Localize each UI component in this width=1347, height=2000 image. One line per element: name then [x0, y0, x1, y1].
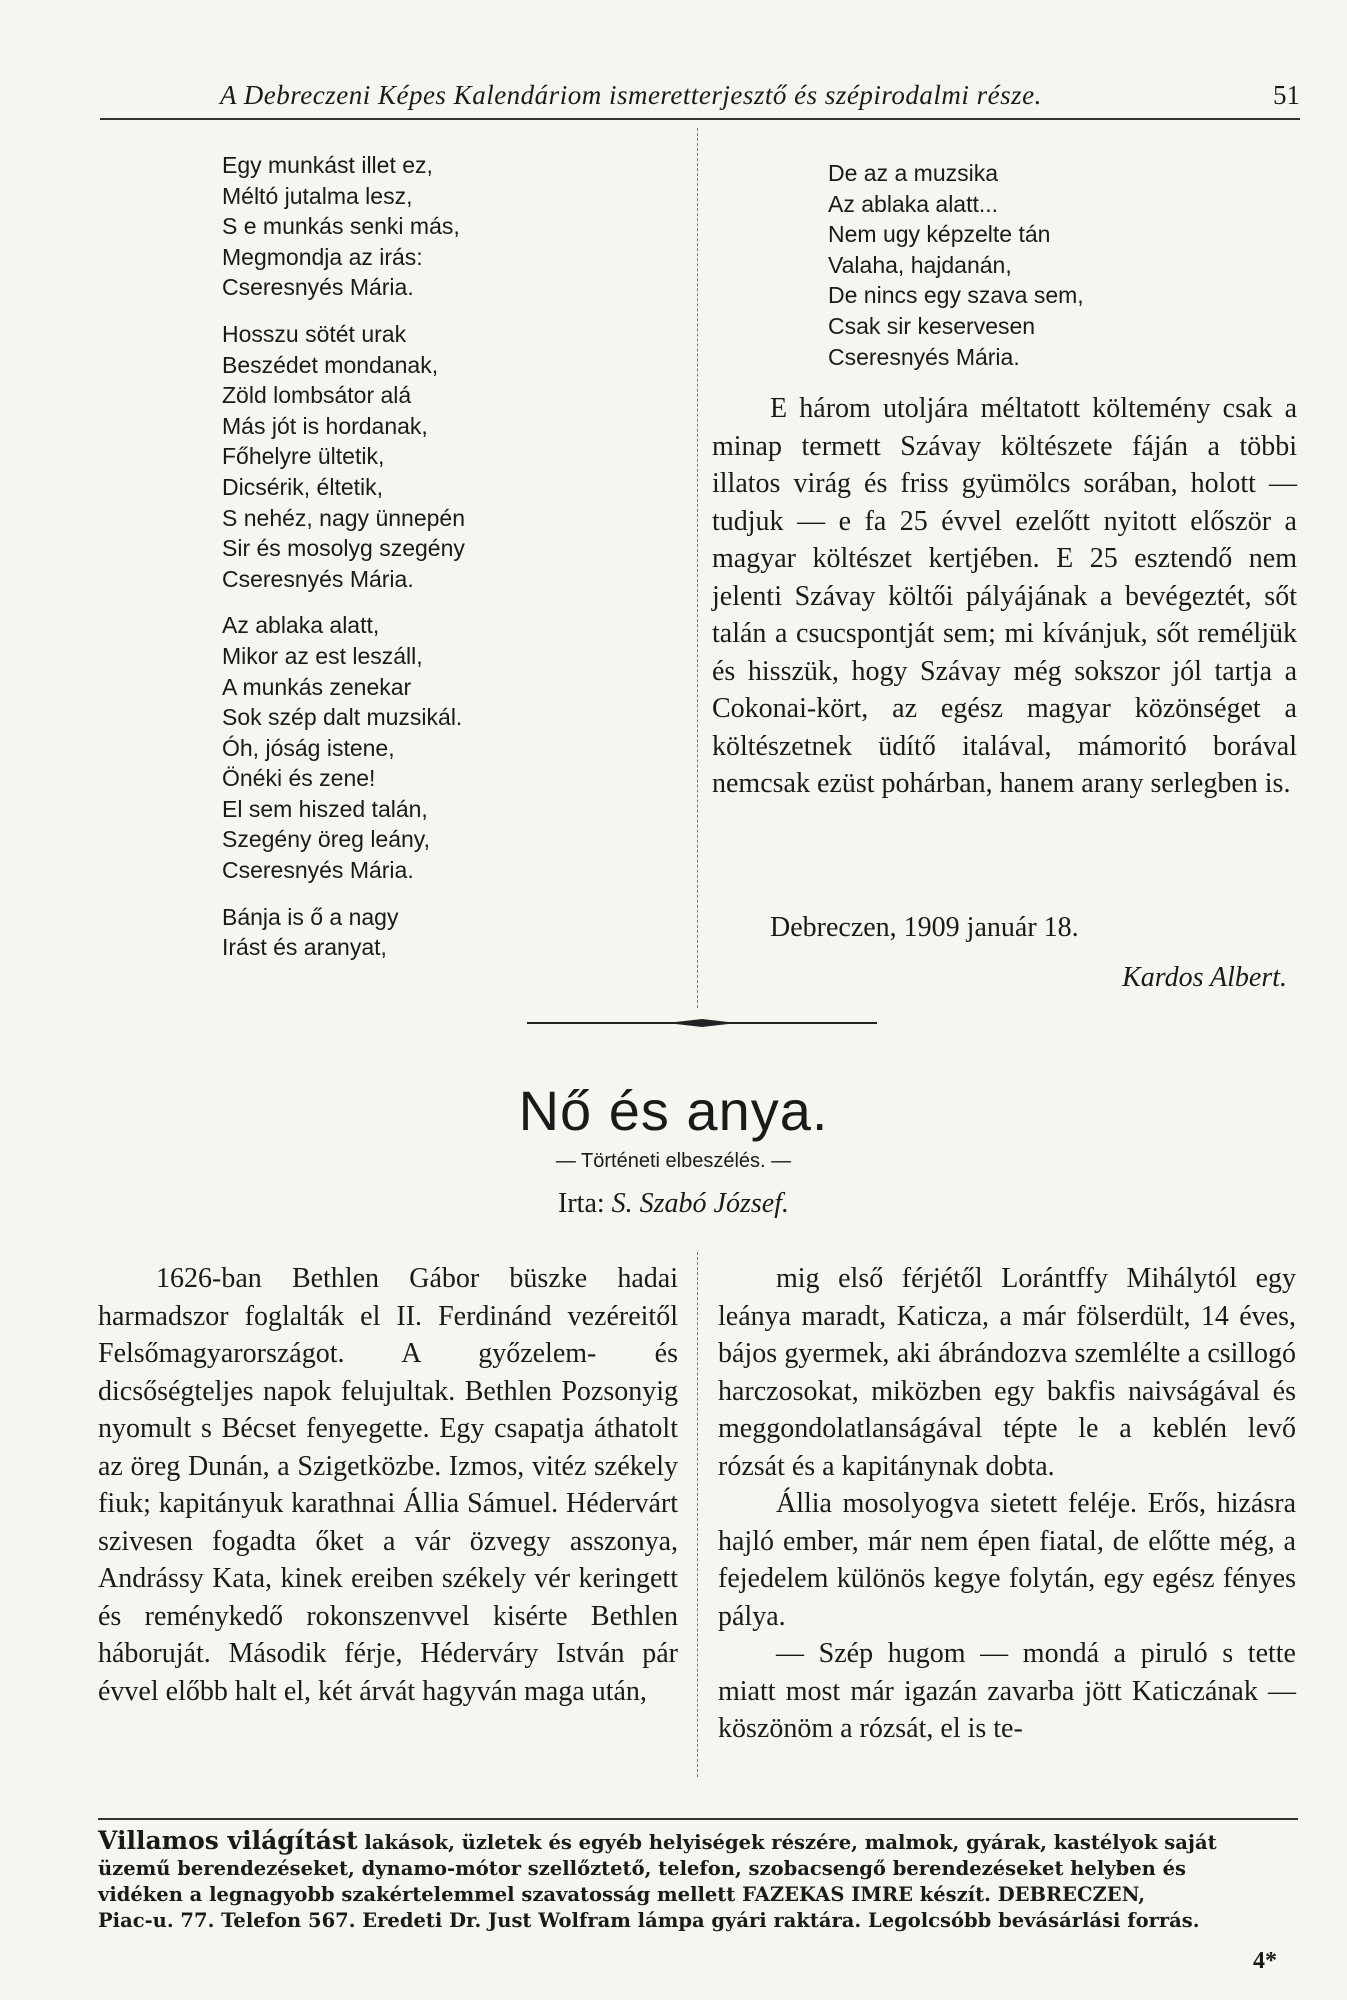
story-right-column — [718, 1260, 1296, 1748]
page-header — [100, 78, 1300, 120]
stanza — [222, 150, 465, 303]
poem-line: Bánja is ő a nagy — [222, 903, 399, 930]
author-name: S. Szabó József. — [611, 1188, 789, 1219]
poem-line: Cseresnyés Mária. — [222, 565, 414, 592]
story-author — [0, 1188, 1347, 1220]
commentary-paragraph: E három utoljára méltatott költemény csak a minap termett Szávay költészete fáján a többi illatos virág és friss gyümölcs sorában, holott — tudjuk — e fa 25 évvel ezelőtt nyitott először a magyar költészet kertjében. E 25 esztendő nem jelenti Szávay költői pályájának a bevégeztét, sőt talán a csucspontját sem; mi kívánjuk, sőt reméljük és hisszük, hogy Szávay még sokszor jól tartja a Cokonai-kört, az egész magyar közönséget a költészetnek üdítő italával, mámoritó borával nemcsak ezüst pohárban, hanem arany serlegben is. — [712, 393, 1297, 799]
poem-line: Sir és mosolyg szegény — [222, 535, 465, 562]
poem-line: Az ablaka alatt... — [828, 190, 999, 217]
story-left-column — [98, 1260, 678, 1710]
stanza — [222, 902, 465, 963]
poem-line: Főhelyre ültetik, — [222, 443, 385, 470]
poem-line: Dicsérik, éltetik, — [222, 473, 384, 500]
story-paragraph: mig első férjétől Lorántffy Mihálytól egy leánya maradt, Katicza, a már fölserdült, 14 éves, bájos gyermek, aki ábrándozva szemlélte a csillogó harczosokat, miközben egy bakfis naivságával és meggondolatlanságával tépte le a keblén levő rózsát és a kapitánynak dobta. — [718, 1263, 1296, 1482]
column-divider-top — [697, 128, 698, 1008]
poem-line: Más jót is hordanak, — [222, 412, 428, 439]
poem-line: S nehéz, nagy ünnepén — [222, 504, 465, 531]
poem-line: Méltó jutalma lesz, — [222, 182, 413, 209]
story-title: Nő és anya. — [518, 1079, 829, 1142]
poem-line: Valaha, hajdanán, — [828, 251, 1012, 278]
poem-line: Irást és aranyat, — [222, 934, 387, 961]
poem-left-column — [222, 150, 465, 979]
poem-line: S e munkás senki más, — [222, 213, 460, 240]
poem-line: Cseresnyés Mária. — [828, 343, 1020, 370]
poem-line: Óh, jóság istene, — [222, 734, 395, 761]
signature-mark: 4* — [1253, 1948, 1277, 1974]
story-paragraph: — Szép hugom — mondá a piruló s tette miatt most már igazán zavarba jött Katiczának — köszönöm a rózsát, el is te- — [718, 1638, 1296, 1744]
poem-line: Az ablaka alatt, — [222, 612, 380, 639]
commentary-text — [712, 390, 1297, 803]
advertisement — [98, 1818, 1298, 1940]
poem-right-column — [828, 158, 1084, 388]
poem-line: Zöld lombsátor alá — [222, 382, 412, 409]
ad-lead: Villamos világítást — [98, 1826, 358, 1855]
commentary-signature: Kardos Albert. — [1122, 962, 1287, 993]
poem-line: De az a muzsika — [828, 160, 999, 186]
story-paragraph: Állia mosolyogva sietett feléje. Erős, hizásra hajló ember, már nem épen fiatal, de előtte még, a fejedelem különös kegye folytán, egy egész fényes pálya. — [718, 1488, 1296, 1632]
stanza — [222, 319, 465, 594]
poem-line: Csak sir keservesen — [828, 312, 1036, 339]
poem-line: Szegény öreg leány, — [222, 826, 430, 853]
poem-line: Cseresnyés Mária. — [222, 857, 414, 884]
poem-line: Mikor az est leszáll, — [222, 642, 423, 669]
ad-line-1: lakások, üzletek és egyéb helyiségek részére, malmok, gyárak, kastélyok saját — [364, 1831, 1217, 1854]
poem-line: Beszédet mondanak, — [222, 351, 439, 378]
stanza — [828, 158, 1084, 372]
poem-line: Hosszu sötét urak — [222, 320, 407, 347]
poem-line: El sem hiszed talán, — [222, 795, 428, 822]
poem-line: Egy munkást illet ez, — [222, 152, 433, 178]
running-title: A Debreczeni Képes Kalendáriom ismeretterjesztő és szépirodalmi része. — [220, 80, 1042, 110]
poem-line: Nem ugy képzelte tán — [828, 221, 1051, 248]
ornamental-divider — [527, 1018, 877, 1028]
ad-line-2: üzemű berendezéseket, dynamo-mótor szellőztető, telefon, szobacsengő berendezéseket helyben és — [98, 1857, 1186, 1880]
story-subtitle: — Történeti elbeszélés. — — [555, 1150, 792, 1172]
poem-line: Sok szép dalt muzsikál. — [222, 704, 463, 731]
poem-line: A munkás zenekar — [222, 673, 412, 700]
author-prefix: Irta: — [558, 1188, 605, 1219]
poem-line: De nincs egy szava sem, — [828, 282, 1084, 309]
stanza — [222, 610, 465, 885]
dateline: Debreczen, 1909 január 18. — [770, 912, 1079, 943]
ad-line-4: Piac-u. 77. Telefon 567. Eredeti Dr. Just Wolfram lámpa gyári raktára. Legolcsóbb bevásárlási forrás. — [98, 1909, 1200, 1932]
ad-line-3: vidéken a legnagyobb szakértelemmel szavatosság mellett FAZEKAS IMRE készít. DEBRECZEN, — [98, 1883, 1146, 1906]
column-divider-bottom — [697, 1252, 698, 1777]
story-paragraph: 1626-ban Bethlen Gábor büszke hadai harmadszor foglalták el II. Ferdinánd vezéreitől Felsőmagyarországot. A győzelem- és dicsőségteljes napok felujultak. Bethlen Pozsonyig nyomult s Bécset fenyegette. Egy csapatja áthatolt az öreg Dunán, a Szigetközbe. Izmos, vitéz székely fiuk; kapitányuk karathnai Állia Sámuel. Hédervárt szivesen fogadta őket a vár özvegy asszonya, Andrássy Kata, kinek ereiben székely vér keringett és reménykedő rokonszenvvel kisérte Bethlen háboruját. Második férje, Hédervárу István pár évvel előbb halt el, két árvát hagyván maga után, — [98, 1263, 678, 1707]
page-number: 51 — [1273, 80, 1300, 110]
poem-line: Megmondja az irás: — [222, 243, 423, 270]
poem-line: Önéki és zene! — [222, 765, 376, 792]
poem-line: Cseresnyés Mária. — [222, 274, 414, 301]
